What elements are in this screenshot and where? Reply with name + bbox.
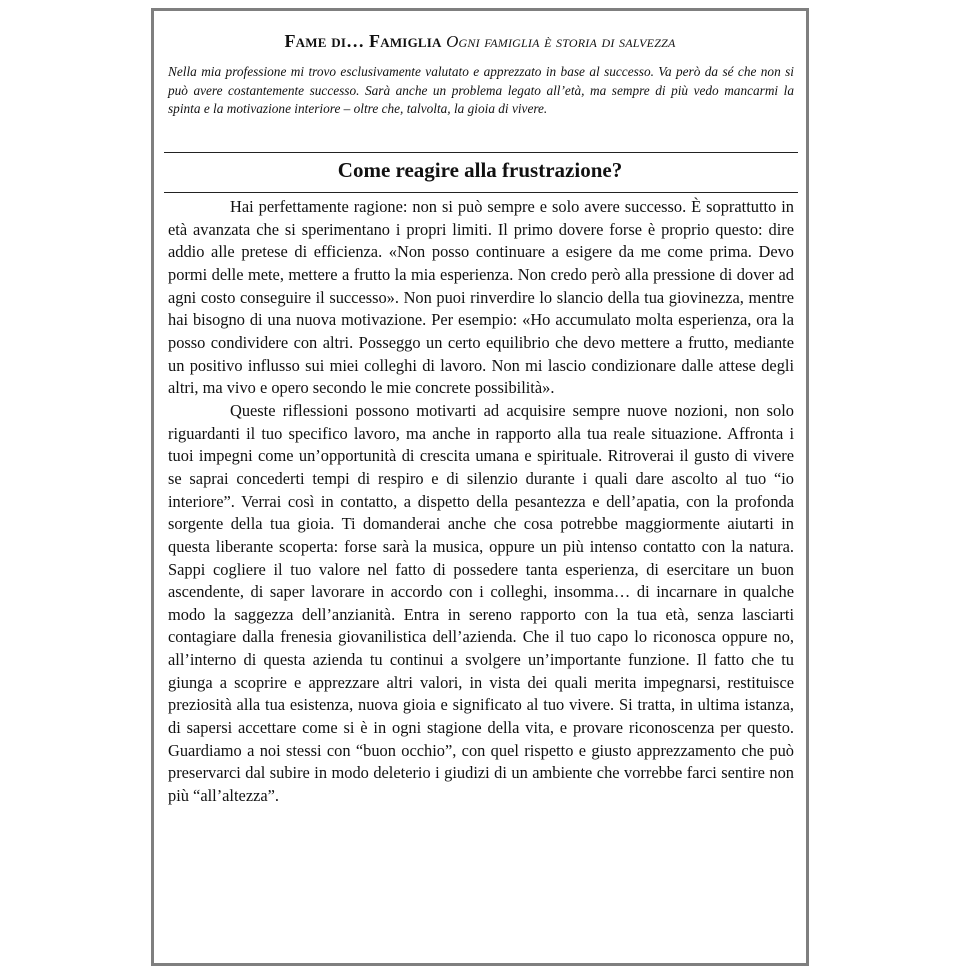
article-headline: Come reagire alla frustrazione? [337,158,623,182]
article-body [168,196,794,808]
reader-question: Nella mia professione mi trovo esclusivamente valutato e apprezzato in base al successo. Va però da sé che non si può avere costantemente successo. Sarà anche un problema legato all’età, ma sempre di più vedo mancarmi la spinta e la motivazione interiore – oltre che, talvolta, la gioia di vivere. [168,64,794,117]
headline-bottom-rule [164,192,798,193]
article-page [151,8,809,966]
series-title: Fame di… Famiglia [284,31,442,51]
series-header [154,31,806,52]
article-paragraph-2: Queste riflessioni possono motivarti ad acquisire sempre nuove nozioni, non solo riguardanti il tuo specifico lavoro, ma anche in rapporto alla tua reale situazione. Affronta i tuoi impegni come un’opportunità di crescita umana e spirituale. Ritroverai il gusto di vivere se saprai concederti tempi di respiro e di silenzio durante i quali dare ascolto al tuo “io interiore”. Verrai così in contatto, a dispetto della pesantezza e dell’apatia, con la profonda sorgente della tua gioia. Ti domanderai anche che cosa potrebbe maggiormente aiutarti in questa liberante scoperta: forse sarà la musica, oppure un più intenso contatto con la natura. Sappi cogliere il tuo valore nel fatto di possedere tanta esperienza, di esercitare un buon ascendente, di saper lavorare in accordo con i colleghi, insomma… di incarnare in qualche modo la saggezza dell’anzianità. Entra in sereno rapporto con la tua età, senza lasciarti contagiare dalla frenesia giovanilistica dell’azienda. Che il tuo capo lo riconosca oppure no, all’interno di questa azienda tu continui a svolgere un’importante funzione. Il fatto che tu giunga a scoprire e apprezzare altri valori, in vista dei quali merita impegnarsi, restituisce preziosità alla tua esistenza, nuova gioia e significato al tuo vivere. Si tratta, in ultima istanza, di sapersi accettare come si è in ogni stagione della vita, e provare riconoscenza per questo. Guardiamo a noi stessi con “buon occhio”, con quel rispetto e giusto apprezzamento che può preservarci dal subire in modo deleterio i giudizi di un ambiente che vorrebbe farci sentire non più “all’altezza”. [168,400,794,806]
article-paragraph-1: Hai perfettamente ragione: non si può sempre e solo avere successo. È soprattutto in età avanzata che si sperimentano i propri limiti. Il primo dovere forse è proprio questo: dire addio alle pretese di efficienza. «Non posso continuare a esigere da me come prima. Devo pormi delle mete, mettere a frutto la mia esperienza. Non credo però alla pressione di dover ad agni costo conseguire il successo». Non puoi rinverdire lo slancio della tua giovinezza, mentre hai bisogno di una nuova motivazione. Per esempio: «Ho accumulato molta esperienza, ora la posso condividere con altri. Posseggo un certo equilibrio che devo mettere a frutto, mediante un positivo influsso sui miei colleghi di lavoro. Non mi lascio condizionare dalle attese degli altri, ma vivo e opero secondo le mie concrete possibilità». [168,197,794,398]
series-subtitle: Ogni famiglia è storia di salvezza [446,32,676,51]
headline-top-rule [164,152,798,153]
